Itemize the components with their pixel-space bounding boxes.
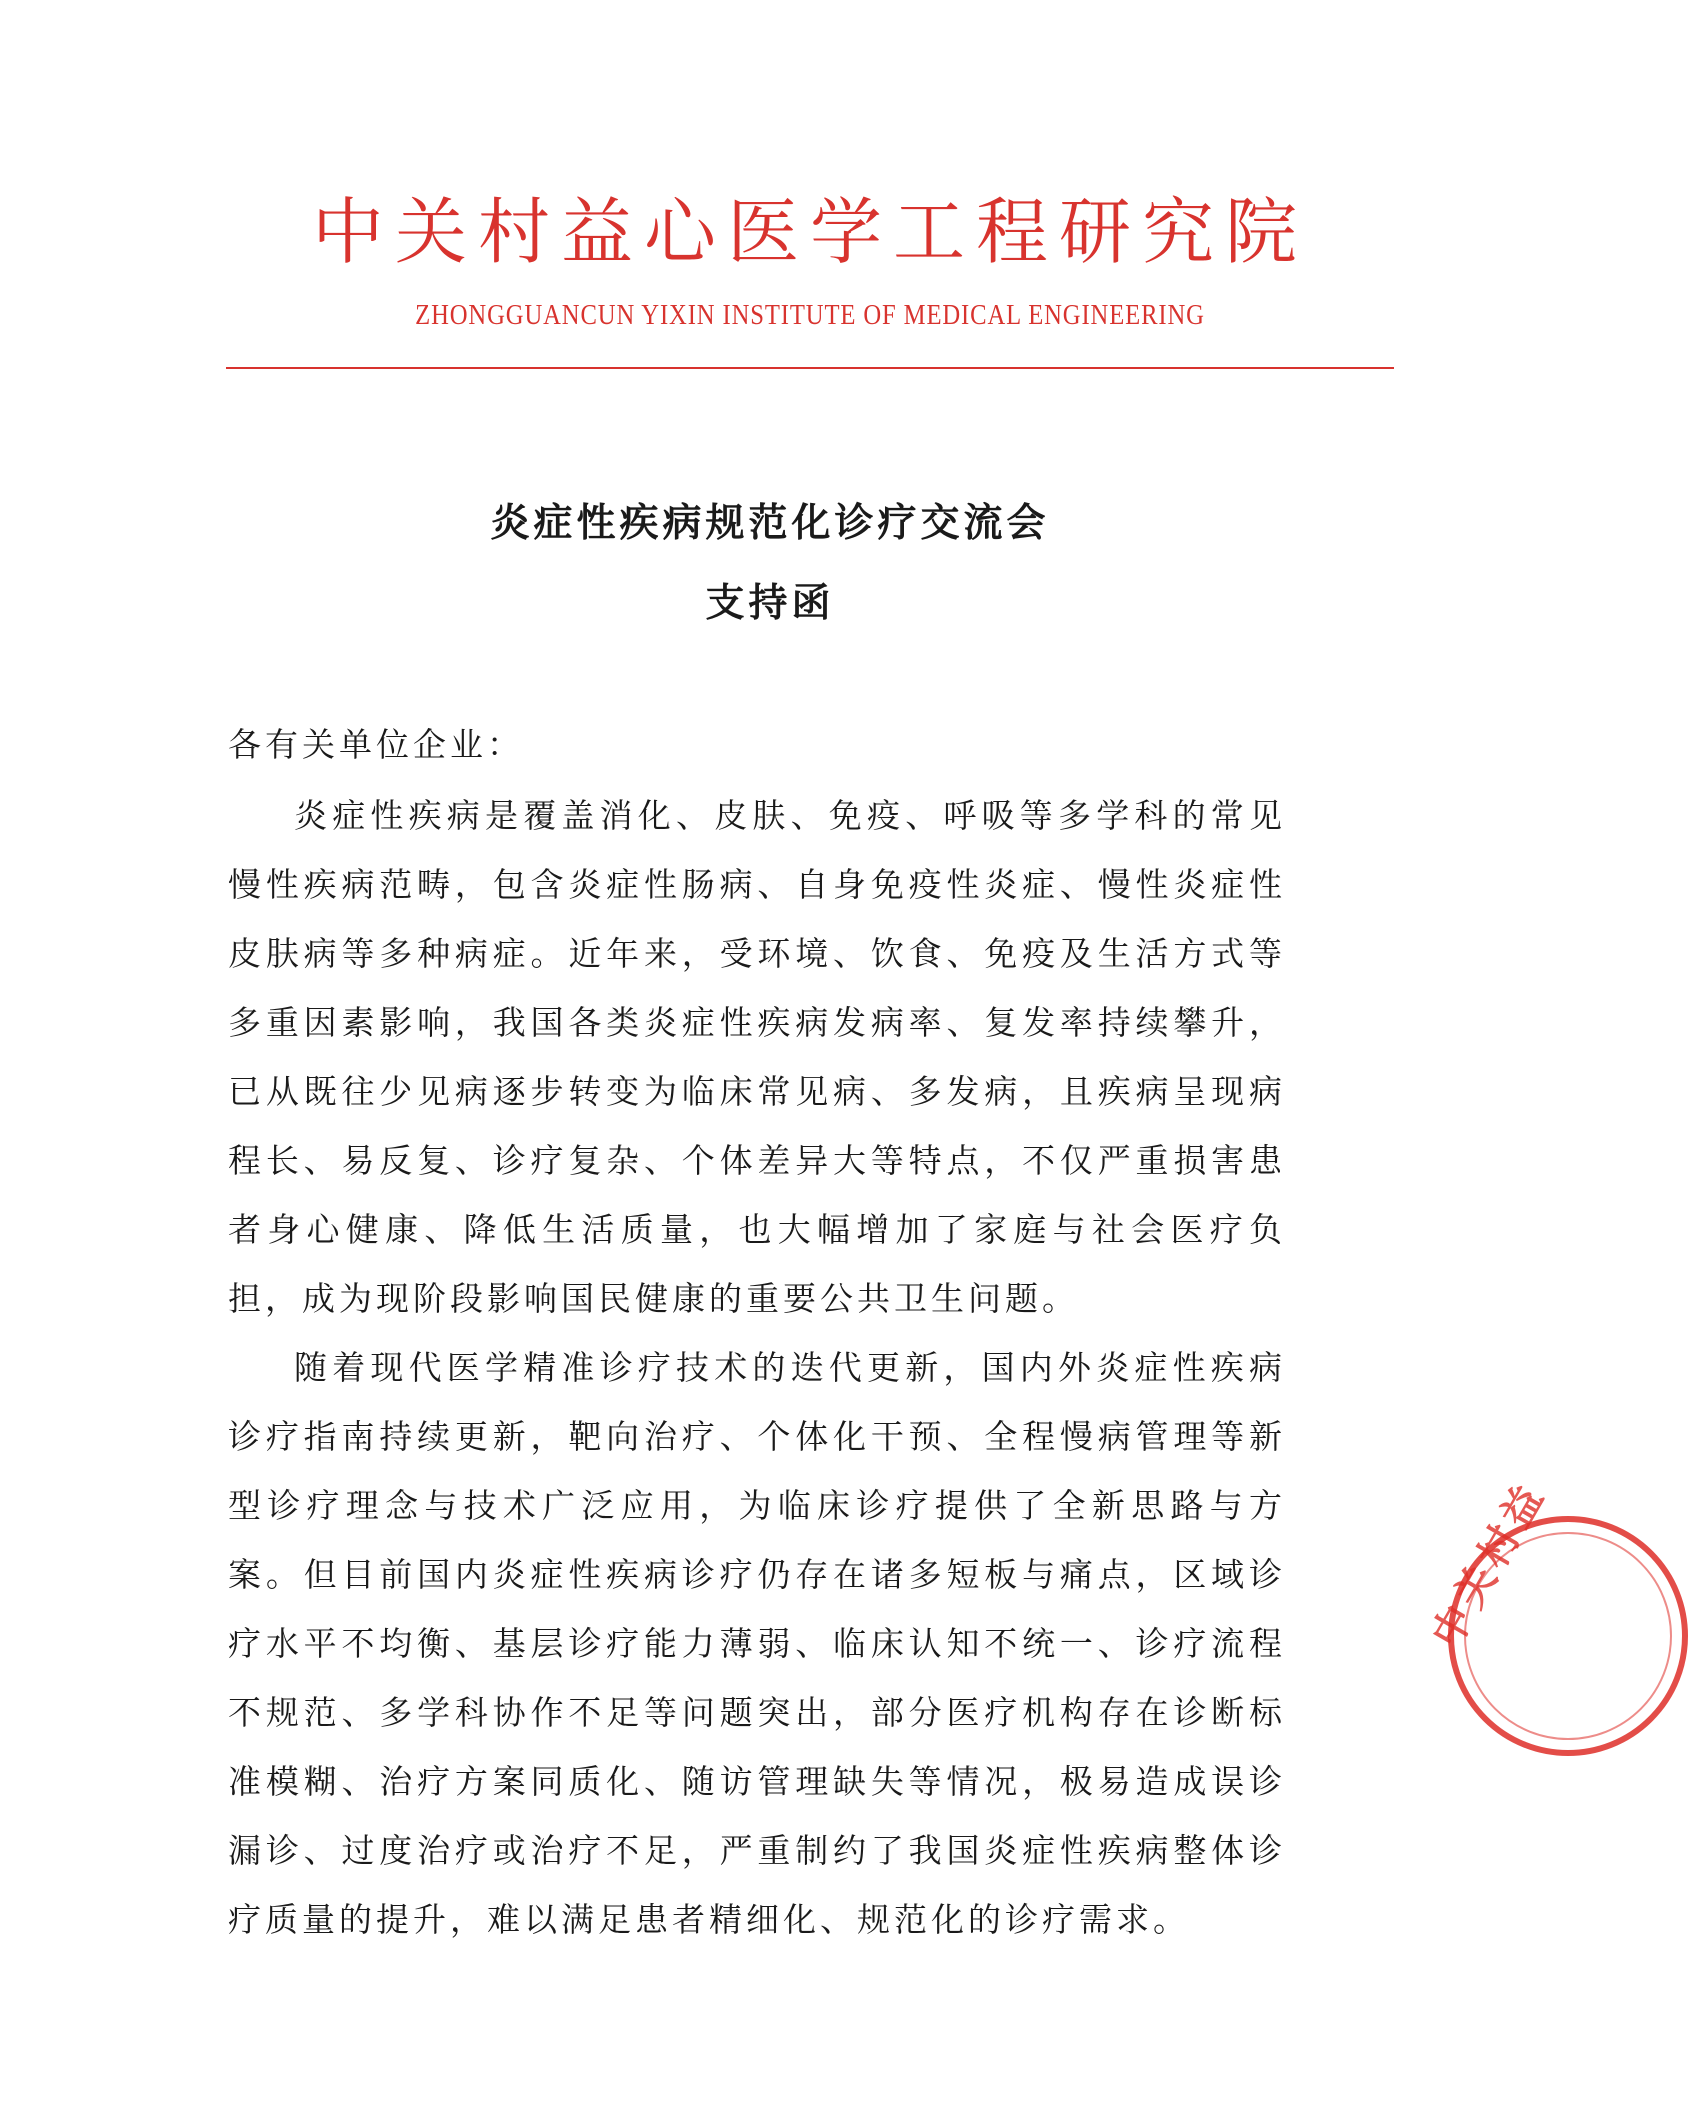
letterhead-divider [226, 367, 1394, 369]
org-name-cn: 中关村益心医学工程研究院 [311, 190, 1308, 274]
body-paragraph-2: 随着现代医学精准诊疗技术的迭代更新，国内外炎症性疾病诊疗指南持续更新，靶向治疗、个体化干预、全程慢病管理等新型诊疗理念与技术广泛应用，为临床诊疗提供了全新思路与方案。但目前国内炎症性疾病诊疗仍存在诸多短板与痛点，区域诊疗水平不均衡、基层诊疗能力薄弱、临床认知不统一、诊疗流程不规范、多学科协作不足等问题突出，部分医疗机构存在诊断标准模糊、治疗方案同质化、随访管理缺失等情况，极易造成误诊漏诊、过度治疗或治疗不足，严重制约了我国炎症性疾病整体诊疗质量的提升，难以满足患者精细化、规范化的诊疗需求。 [228, 1348, 1286, 1939]
document-subtitle: 支持函 [705, 581, 835, 626]
seal-text: 中关村益 [1422, 1472, 1556, 1656]
document-body [228, 710, 1286, 1954]
document-title: 炎症性疾病规范化诊疗交流会 [490, 501, 1050, 546]
body-paragraph-1: 炎症性疾病是覆盖消化、皮肤、免疫、呼吸等多学科的常见慢性疾病范畴，包含炎症性肠病、自身免疫性炎症、慢性炎症性皮肤病等多种病症。近年来，受环境、饮食、免疫及生活方式等多重因素影响，我国各类炎症性疾病发病率、复发率持续攀升，已从既往少见病逐步转变为临床常见病、多发病，且疾病呈现病程长、易反复、诊疗复杂、个体差异大等特点，不仅严重损害患者身心健康、降低生活质量，也大幅增加了家庭与社会医疗负担，成为现阶段影响国民健康的重要公共卫生问题。 [228, 796, 1286, 1318]
salutation: 各有关单位企业： [228, 725, 524, 764]
org-name-en: ZHONGGUANCUN YIXIN INSTITUTE OF MEDICAL ENGINEERING [415, 300, 1205, 331]
official-seal-icon [1422, 1472, 1688, 1756]
